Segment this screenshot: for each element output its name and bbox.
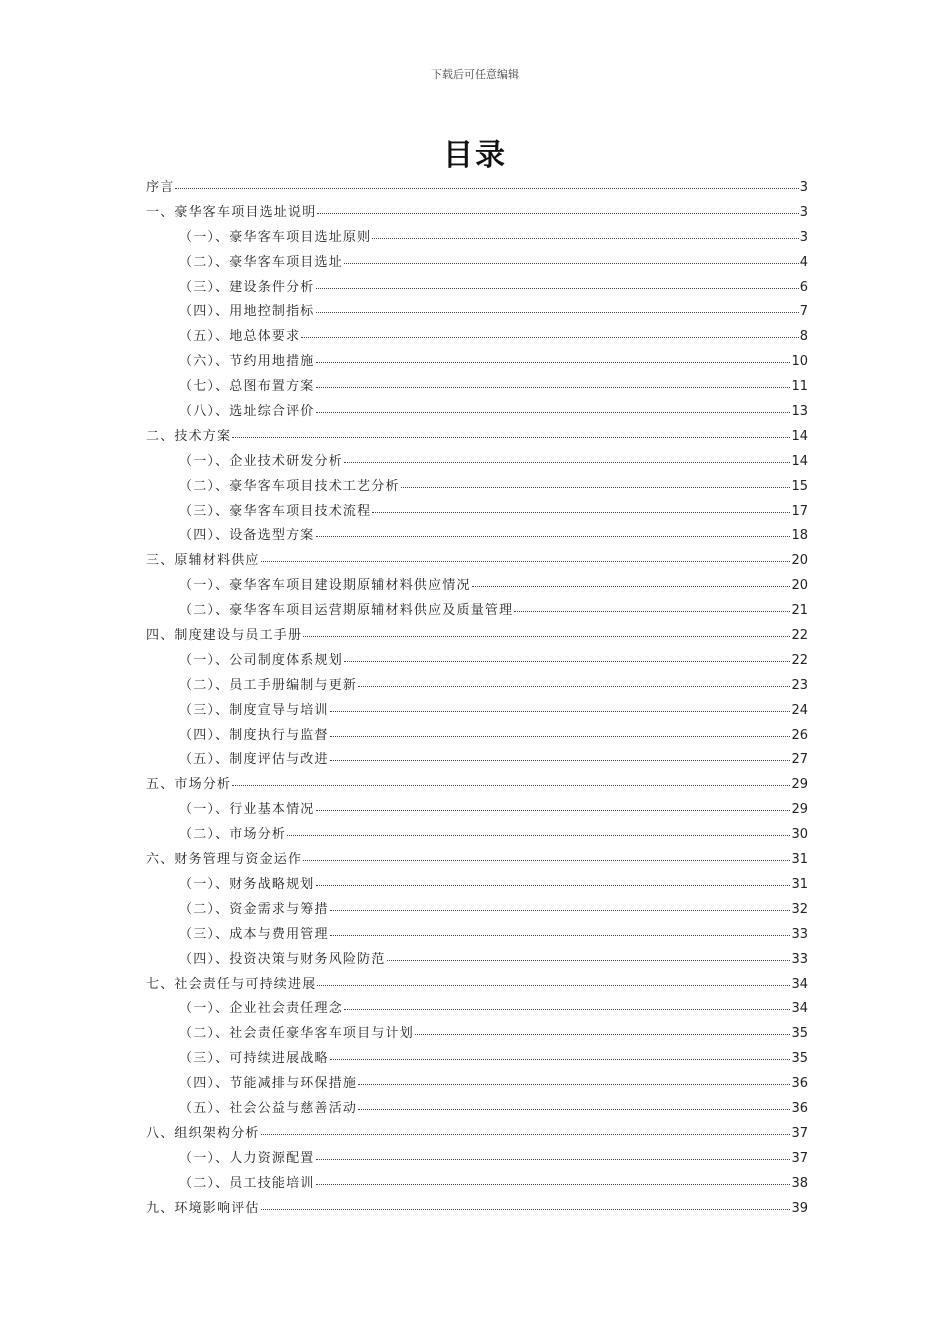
toc-entry-label: （三）、成本与费用管理 xyxy=(179,926,329,942)
toc-dot-leader xyxy=(415,1020,791,1035)
toc-entry[interactable] xyxy=(146,425,808,450)
toc-entry[interactable] xyxy=(146,674,808,699)
toc-entry[interactable] xyxy=(146,649,808,674)
toc-entry[interactable] xyxy=(146,699,808,724)
toc-entry[interactable] xyxy=(146,226,808,251)
toc-entry-label: 九、环境影响评估 xyxy=(146,1200,260,1216)
toc-entry-label: （一）、豪华客车项目建设期原辅材料供应情况 xyxy=(179,578,471,594)
toc-entry-page-number: 13 xyxy=(791,404,808,420)
toc-entry-label: （三）、制度宣导与培训 xyxy=(179,702,329,718)
toc-entry-page-number: 36 xyxy=(791,1076,808,1092)
toc-entry[interactable] xyxy=(146,1047,808,1072)
toc-entry-label: （三）、可持续进展战略 xyxy=(179,1051,329,1067)
toc-dot-leader xyxy=(330,697,791,712)
toc-entry[interactable] xyxy=(146,475,808,500)
toc-entry-page-number: 4 xyxy=(799,254,808,270)
toc-entry-label: （四）、投资决策与财务风险防范 xyxy=(179,951,386,967)
toc-dot-leader xyxy=(344,995,791,1010)
toc-entry-label: （四）、节能减排与环保措施 xyxy=(179,1076,358,1092)
toc-entry-label: （四）、制度执行与监督 xyxy=(179,727,329,743)
toc-entry[interactable] xyxy=(146,923,808,948)
toc-dot-leader xyxy=(358,1070,790,1085)
toc-entry-page-number: 23 xyxy=(791,677,808,693)
toc-entry-label: （一）、人力资源配置 xyxy=(179,1150,315,1166)
toc-dot-leader xyxy=(316,522,791,537)
toc-entry[interactable] xyxy=(146,276,808,301)
toc-entry-label: 序言 xyxy=(146,180,175,195)
toc-entry-page-number: 3 xyxy=(799,229,808,245)
toc-entry-label: 二、技术方案 xyxy=(146,428,232,444)
toc-entry-label: （五）、地总体要求 xyxy=(179,329,301,345)
toc-entry[interactable] xyxy=(146,1147,808,1172)
toc-entry-page-number: 33 xyxy=(791,926,808,942)
toc-entry-label: 七、社会责任与可持续进展 xyxy=(146,976,317,992)
toc-entry[interactable] xyxy=(146,873,808,898)
toc-dot-leader xyxy=(330,722,791,737)
toc-dot-leader xyxy=(261,1120,791,1135)
toc-entry-label: （二）、市场分析 xyxy=(179,827,287,843)
toc-dot-leader xyxy=(316,298,799,313)
toc-entry-label: （一）、豪华客车项目选址原则 xyxy=(179,229,372,245)
toc-entry-page-number: 34 xyxy=(791,1001,808,1017)
toc-entry-label: （二）、员工手册编制与更新 xyxy=(179,677,358,693)
page-title: 目录 xyxy=(443,138,507,173)
toc-entry[interactable] xyxy=(146,400,808,425)
toc-dot-leader xyxy=(316,1170,791,1185)
toc-dot-leader xyxy=(175,174,798,189)
toc-dot-leader xyxy=(232,423,790,438)
toc-dot-leader xyxy=(303,622,790,637)
toc-entry-page-number: 8 xyxy=(799,329,808,345)
toc-entry-label: （四）、设备选型方案 xyxy=(179,528,315,544)
toc-entry-page-number: 31 xyxy=(791,852,808,868)
toc-entry-label: （一）、行业基本情况 xyxy=(179,802,315,818)
toc-entry[interactable] xyxy=(146,1197,808,1222)
toc-entry-page-number: 20 xyxy=(791,578,808,594)
toc-entry[interactable] xyxy=(146,375,808,400)
toc-entry-page-number: 24 xyxy=(791,702,808,718)
toc-entry-page-number: 14 xyxy=(791,428,808,444)
toc-dot-leader xyxy=(317,199,798,214)
toc-dot-leader xyxy=(316,373,791,388)
toc-dot-leader xyxy=(301,323,798,338)
toc-entry-page-number: 22 xyxy=(791,652,808,668)
toc-entry-page-number: 34 xyxy=(791,976,808,992)
toc-entry-page-number: 21 xyxy=(791,603,808,619)
table-of-contents xyxy=(146,176,808,1221)
toc-entry[interactable] xyxy=(146,599,808,624)
toc-entry-page-number: 15 xyxy=(791,478,808,494)
toc-entry-page-number: 18 xyxy=(791,528,808,544)
toc-entry-label: （二）、资金需求与筹措 xyxy=(179,901,329,917)
toc-entry[interactable] xyxy=(146,176,808,201)
toc-entry[interactable] xyxy=(146,1172,808,1197)
toc-dot-leader xyxy=(316,871,791,886)
toc-entry[interactable] xyxy=(146,1097,808,1122)
toc-dot-leader xyxy=(472,572,791,587)
toc-dot-leader xyxy=(316,1145,791,1160)
toc-entry[interactable] xyxy=(146,549,808,574)
toc-entry-page-number: 35 xyxy=(791,1051,808,1067)
toc-entry-label: （一）、公司制度体系规划 xyxy=(179,652,343,668)
toc-dot-leader xyxy=(387,946,791,961)
toc-dot-leader xyxy=(330,896,791,911)
toc-dot-leader xyxy=(330,1045,791,1060)
toc-entry[interactable] xyxy=(146,973,808,998)
toc-dot-leader xyxy=(358,672,790,687)
toc-entry-page-number: 3 xyxy=(799,204,808,220)
toc-entry-page-number: 27 xyxy=(791,752,808,768)
toc-dot-leader xyxy=(372,498,790,513)
toc-entry-page-number: 37 xyxy=(791,1125,808,1141)
toc-entry[interactable] xyxy=(146,748,808,773)
toc-dot-leader xyxy=(261,547,791,562)
toc-entry[interactable] xyxy=(146,848,808,873)
toc-entry-page-number: 37 xyxy=(791,1150,808,1166)
toc-entry[interactable] xyxy=(146,574,808,599)
toc-entry-page-number: 7 xyxy=(799,304,808,320)
toc-dot-leader xyxy=(316,274,799,289)
toc-entry-label: 三、原辅材料供应 xyxy=(146,553,260,569)
toc-dot-leader xyxy=(330,921,791,936)
toc-dot-leader xyxy=(316,796,791,811)
toc-entry[interactable] xyxy=(146,350,808,375)
toc-entry-page-number: 38 xyxy=(791,1175,808,1191)
toc-entry-label: （五）、社会公益与慈善活动 xyxy=(179,1100,358,1116)
toc-dot-leader xyxy=(358,1095,790,1110)
toc-entry[interactable] xyxy=(146,948,808,973)
toc-entry[interactable] xyxy=(146,773,808,798)
toc-entry-page-number: 39 xyxy=(791,1200,808,1216)
toc-entry-label: （一）、财务战略规划 xyxy=(179,876,315,892)
toc-dot-leader xyxy=(372,224,798,239)
toc-entry[interactable] xyxy=(146,898,808,923)
toc-entry-page-number: 32 xyxy=(791,901,808,917)
toc-entry-label: 六、财务管理与资金运作 xyxy=(146,852,303,868)
toc-entry-label: （三）、建设条件分析 xyxy=(179,279,315,295)
toc-entry-label: （七）、总图布置方案 xyxy=(179,379,315,395)
toc-entry-page-number: 6 xyxy=(799,279,808,295)
toc-entry[interactable] xyxy=(146,251,808,276)
toc-entry[interactable] xyxy=(146,624,808,649)
toc-entry-page-number: 11 xyxy=(791,379,808,395)
toc-entry-label: （四）、用地控制指标 xyxy=(179,304,315,320)
toc-dot-leader xyxy=(344,448,791,463)
toc-entry-page-number: 33 xyxy=(791,951,808,967)
toc-entry-label: （一）、企业技术研发分析 xyxy=(179,453,343,469)
toc-entry-label: 五、市场分析 xyxy=(146,777,232,793)
toc-entry-page-number: 36 xyxy=(791,1100,808,1116)
toc-entry[interactable] xyxy=(146,300,808,325)
toc-entry[interactable] xyxy=(146,1072,808,1097)
toc-entry[interactable] xyxy=(146,1122,808,1147)
toc-entry-page-number: 29 xyxy=(791,802,808,818)
toc-entry-label: （二）、豪华客车项目选址 xyxy=(179,254,343,270)
toc-entry-label: （六）、节约用地措施 xyxy=(179,354,315,370)
toc-entry[interactable] xyxy=(146,724,808,749)
toc-dot-leader xyxy=(303,846,790,861)
toc-entry[interactable] xyxy=(146,1022,808,1047)
toc-dot-leader xyxy=(401,473,791,488)
toc-entry[interactable] xyxy=(146,524,808,549)
toc-entry-page-number: 26 xyxy=(791,727,808,743)
toc-entry-page-number: 29 xyxy=(791,777,808,793)
toc-entry[interactable] xyxy=(146,823,808,848)
toc-entry-label: （二）、豪华客车项目运营期原辅材料供应及质量管理 xyxy=(179,603,514,619)
header-note: 下载后可任意编辑 xyxy=(431,68,519,81)
toc-entry-page-number: 10 xyxy=(791,354,808,370)
toc-entry-page-number: 20 xyxy=(791,553,808,569)
toc-entry-label: （一）、企业社会责任理念 xyxy=(179,1001,343,1017)
toc-entry-page-number: 14 xyxy=(791,453,808,469)
toc-entry-label: （二）、社会责任豪华客车项目与计划 xyxy=(179,1026,414,1042)
toc-entry-page-number: 30 xyxy=(791,827,808,843)
toc-dot-leader xyxy=(514,597,790,612)
toc-dot-leader xyxy=(317,971,790,986)
toc-entry[interactable] xyxy=(146,997,808,1022)
toc-entry[interactable] xyxy=(146,500,808,525)
toc-entry-page-number: 22 xyxy=(791,628,808,644)
toc-dot-leader xyxy=(232,771,790,786)
toc-entry-label: 四、制度建设与员工手册 xyxy=(146,628,303,644)
toc-entry-label: （二）、豪华客车项目技术工艺分析 xyxy=(179,478,400,494)
toc-entry[interactable] xyxy=(146,201,808,226)
toc-entry-label: （二）、员工技能培训 xyxy=(179,1175,315,1191)
toc-entry-label: （五）、制度评估与改进 xyxy=(179,752,329,768)
toc-entry[interactable] xyxy=(146,325,808,350)
toc-dot-leader xyxy=(261,1195,791,1210)
toc-dot-leader xyxy=(316,398,791,413)
toc-entry-page-number: 3 xyxy=(799,180,808,195)
toc-entry-label: 八、组织架构分析 xyxy=(146,1125,260,1141)
toc-entry[interactable] xyxy=(146,798,808,823)
toc-entry-label: （八）、选址综合评价 xyxy=(179,404,315,420)
toc-entry[interactable] xyxy=(146,450,808,475)
toc-dot-leader xyxy=(344,249,799,264)
toc-entry-page-number: 17 xyxy=(791,503,808,519)
toc-dot-leader xyxy=(344,647,791,662)
toc-entry-page-number: 35 xyxy=(791,1026,808,1042)
toc-dot-leader xyxy=(330,746,791,761)
toc-dot-leader xyxy=(316,348,791,363)
toc-entry-label: （三）、豪华客车项目技术流程 xyxy=(179,503,372,519)
toc-entry-page-number: 31 xyxy=(791,876,808,892)
toc-entry-label: 一、豪华客车项目选址说明 xyxy=(146,204,317,220)
toc-dot-leader xyxy=(287,821,790,836)
